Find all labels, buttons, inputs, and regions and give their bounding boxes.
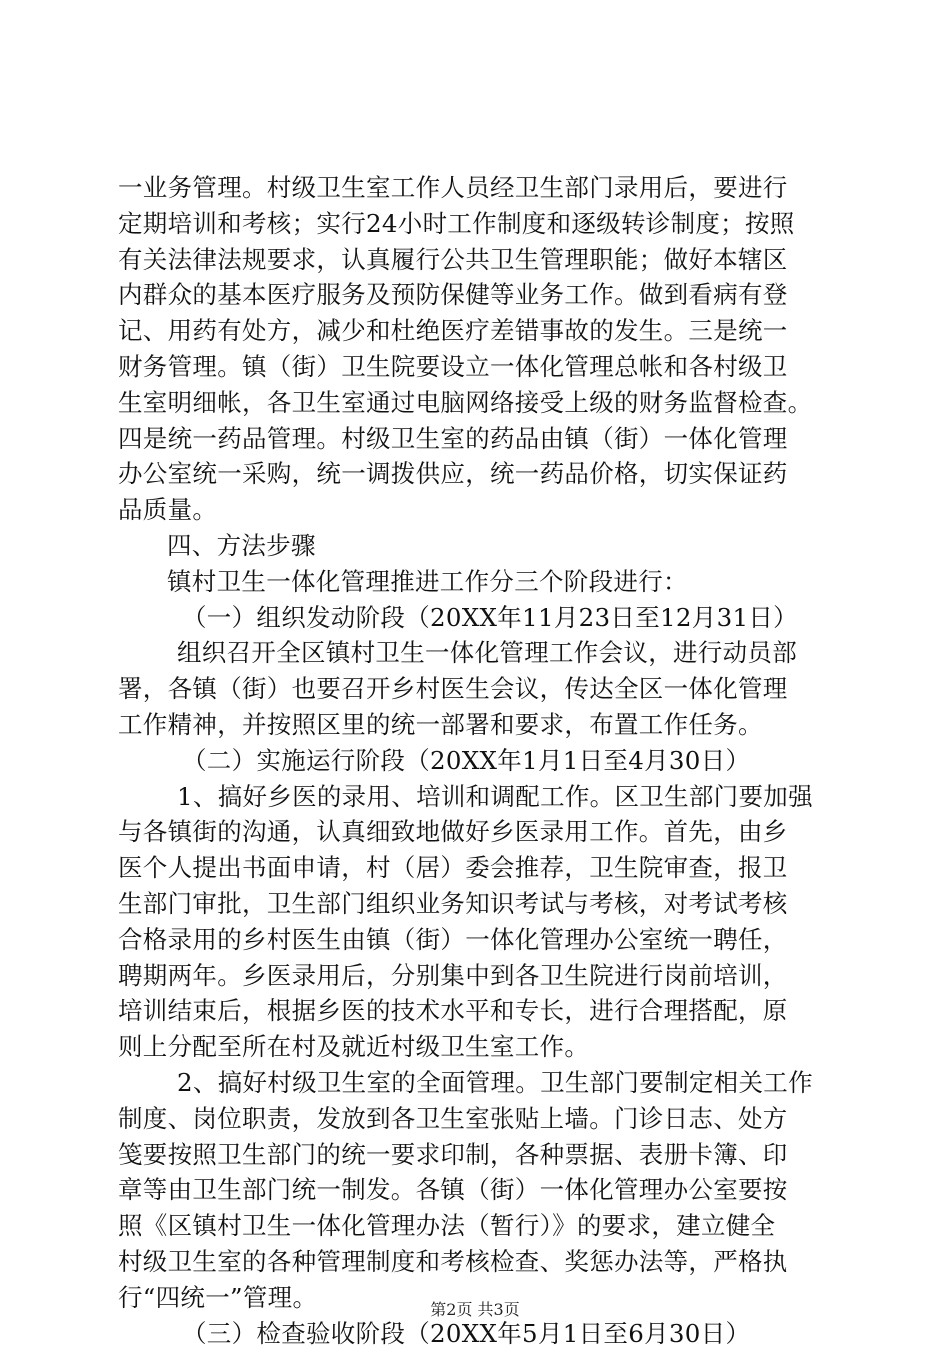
text-line: 财务管理。镇（街）卫生院要设立一体化管理总帐和各村级卫 (118, 349, 848, 385)
text-line: 则上分配至所在村及就近村级卫生室工作。 (118, 1029, 848, 1065)
text-line: 生部门审批，卫生部门组织业务知识考试与考核，对考试考核 (118, 886, 848, 922)
phase-heading: （一）组织发动阶段（20XX年11月23日至12月31日） (118, 600, 848, 636)
phase-heading: （二）实施运行阶段（20XX年1月1日至4月30日） (118, 743, 848, 779)
text-line: 署，各镇（街）也要召开乡村医生会议，传达全区一体化管理 (118, 671, 848, 707)
text-line: 合格录用的乡村医生由镇（街）一体化管理办公室统一聘任， (118, 922, 848, 958)
text-line: 四是统一药品管理。村级卫生室的药品由镇（街）一体化管理 (118, 421, 848, 457)
text-line: 记、用药有处方，减少和杜绝医疗差错事故的发生。三是统一 (118, 313, 848, 349)
text-line: 聘期两年。乡医录用后，分别集中到各卫生院进行岗前培训， (118, 958, 848, 994)
text-line: 工作精神，并按照区里的统一部署和要求，布置工作任务。 (118, 707, 848, 743)
text-line: 内群众的基本医疗服务及预防保健等业务工作。做到看病有登 (118, 277, 848, 313)
text-line: 一业务管理。村级卫生室工作人员经卫生部门录用后，要进行 (118, 170, 848, 206)
page-number-footer: 第2页 共3页 (0, 1297, 950, 1320)
text-line: 照《区镇村卫生一体化管理办法（暂行）》的要求，建立健全 (118, 1208, 848, 1244)
text-line: 与各镇街的沟通，认真细致地做好乡医录用工作。首先，由乡 (118, 814, 848, 850)
text-line: 2、搞好村级卫生室的全面管理。卫生部门要制定相关工作 (118, 1065, 848, 1101)
text-line: 品质量。 (118, 492, 848, 528)
text-line: 制度、岗位职责，发放到各卫生室张贴上墙。门诊日志、处方 (118, 1101, 848, 1137)
document-body (118, 170, 848, 1351)
text-line: 有关法律法规要求，认真履行公共卫生管理职能；做好本辖区 (118, 242, 848, 278)
section-heading: 四、方法步骤 (118, 528, 848, 564)
text-line: 镇村卫生一体化管理推进工作分三个阶段进行： (118, 564, 848, 600)
text-line: 生室明细帐，各卫生室通过电脑网络接受上级的财务监督检查。 (118, 385, 848, 421)
text-line: 培训结束后，根据乡医的技术水平和专长，进行合理搭配，原 (118, 993, 848, 1029)
text-line: 组织召开全区镇村卫生一体化管理工作会议，进行动员部 (118, 635, 848, 671)
text-line: 定期培训和考核；实行24小时工作制度和逐级转诊制度；按照 (118, 206, 848, 242)
text-line: 笺要按照卫生部门的统一要求印制，各种票据、表册卡簿、印 (118, 1137, 848, 1173)
text-line: 1、搞好乡医的录用、培训和调配工作。区卫生部门要加强 (118, 779, 848, 815)
text-line: 办公室统一采购，统一调拨供应，统一药品价格，切实保证药 (118, 456, 848, 492)
text-line: 医个人提出书面申请，村（居）委会推荐，卫生院审查，报卫 (118, 850, 848, 886)
text-line: 章等由卫生部门统一制发。各镇（街）一体化管理办公室要按 (118, 1172, 848, 1208)
phase-heading: （三）检查验收阶段（20XX年5月1日至6月30日） (118, 1316, 848, 1351)
text-line: 行“四统一”管理。 (118, 1280, 848, 1316)
text-line: 村级卫生室的各种管理制度和考核检查、奖惩办法等，严格执 (118, 1244, 848, 1280)
